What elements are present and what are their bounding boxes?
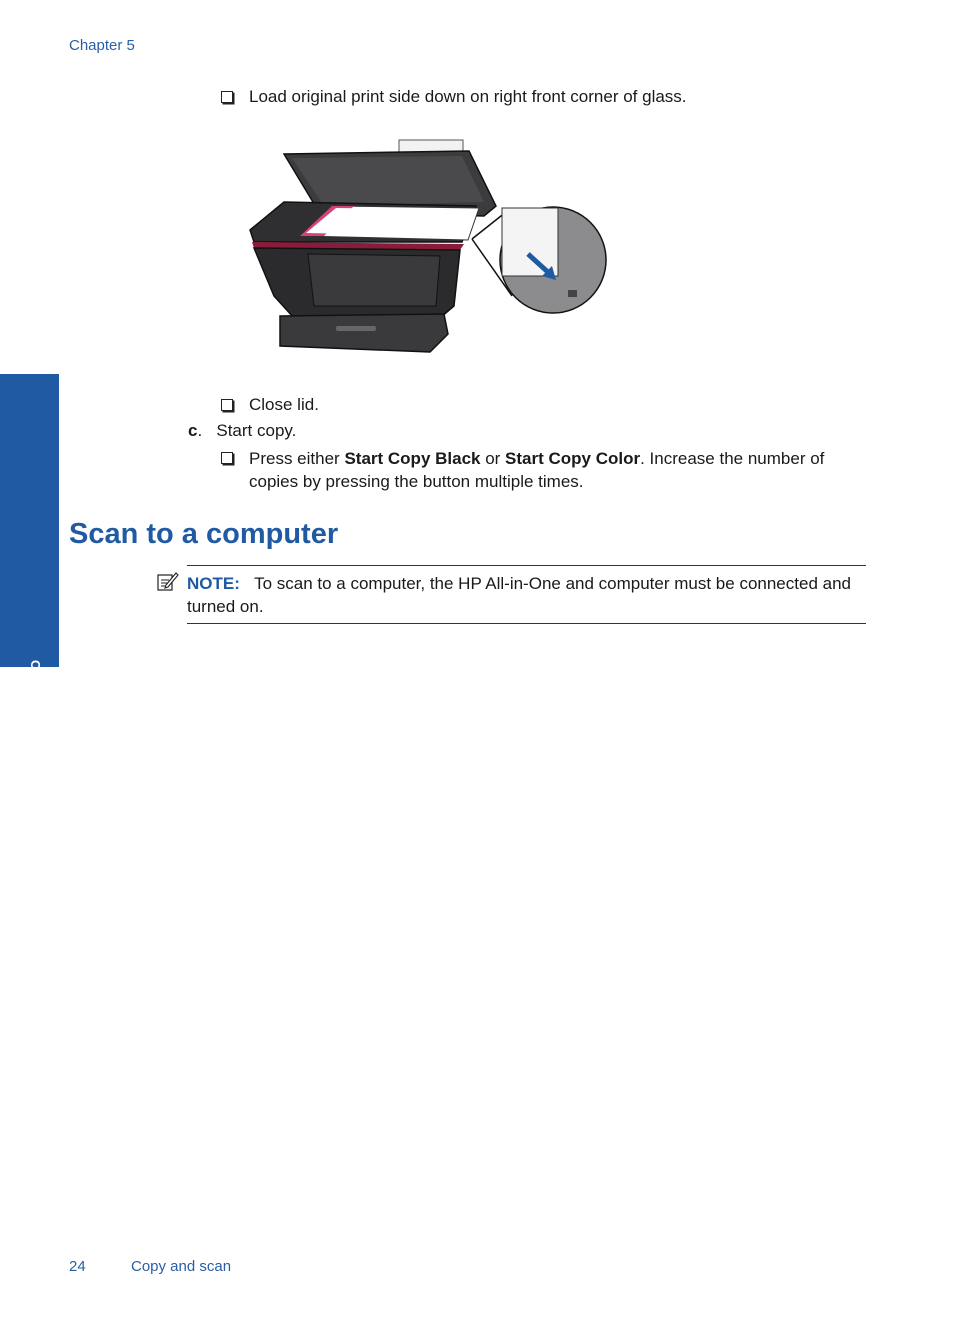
checkbox-icon	[221, 399, 233, 411]
section-heading: Scan to a computer	[69, 518, 339, 550]
note-bottom-rule	[187, 623, 866, 624]
start-copy-black-label: Start Copy Black	[344, 449, 481, 468]
checkbox-icon	[221, 452, 233, 464]
note-pencil-icon	[157, 571, 179, 593]
press-prefix: Press either	[249, 449, 345, 468]
step-c-text: Start copy.	[216, 421, 297, 440]
note-text: To scan to a computer, the HP All-in-One and computer must be connected and turned on.	[187, 574, 851, 616]
page-number: 24	[69, 1258, 86, 1275]
note-label: NOTE:	[187, 574, 240, 593]
step-c-letter: c	[188, 421, 198, 440]
note-block	[187, 572, 869, 618]
start-copy-color-label: Start Copy Color	[505, 449, 641, 468]
note-top-rule	[187, 565, 866, 566]
press-or: or	[480, 449, 506, 468]
printer-illustration	[244, 136, 612, 360]
step-press-either	[249, 447, 869, 493]
press-suffix: . Increase the number of copies by pressing the button multiple times.	[249, 449, 825, 491]
side-tab-label: Copy and scan	[28, 660, 43, 757]
step-c: c. Start copy.	[188, 421, 297, 440]
footer-title: Copy and scan	[131, 1258, 232, 1275]
chapter-label: Chapter 5	[69, 37, 135, 54]
step-close-lid: Close lid.	[249, 395, 319, 414]
step-load-original: Load original print side down on right front corner of glass.	[249, 87, 687, 106]
checkbox-icon	[221, 91, 233, 103]
side-tab	[0, 374, 59, 667]
